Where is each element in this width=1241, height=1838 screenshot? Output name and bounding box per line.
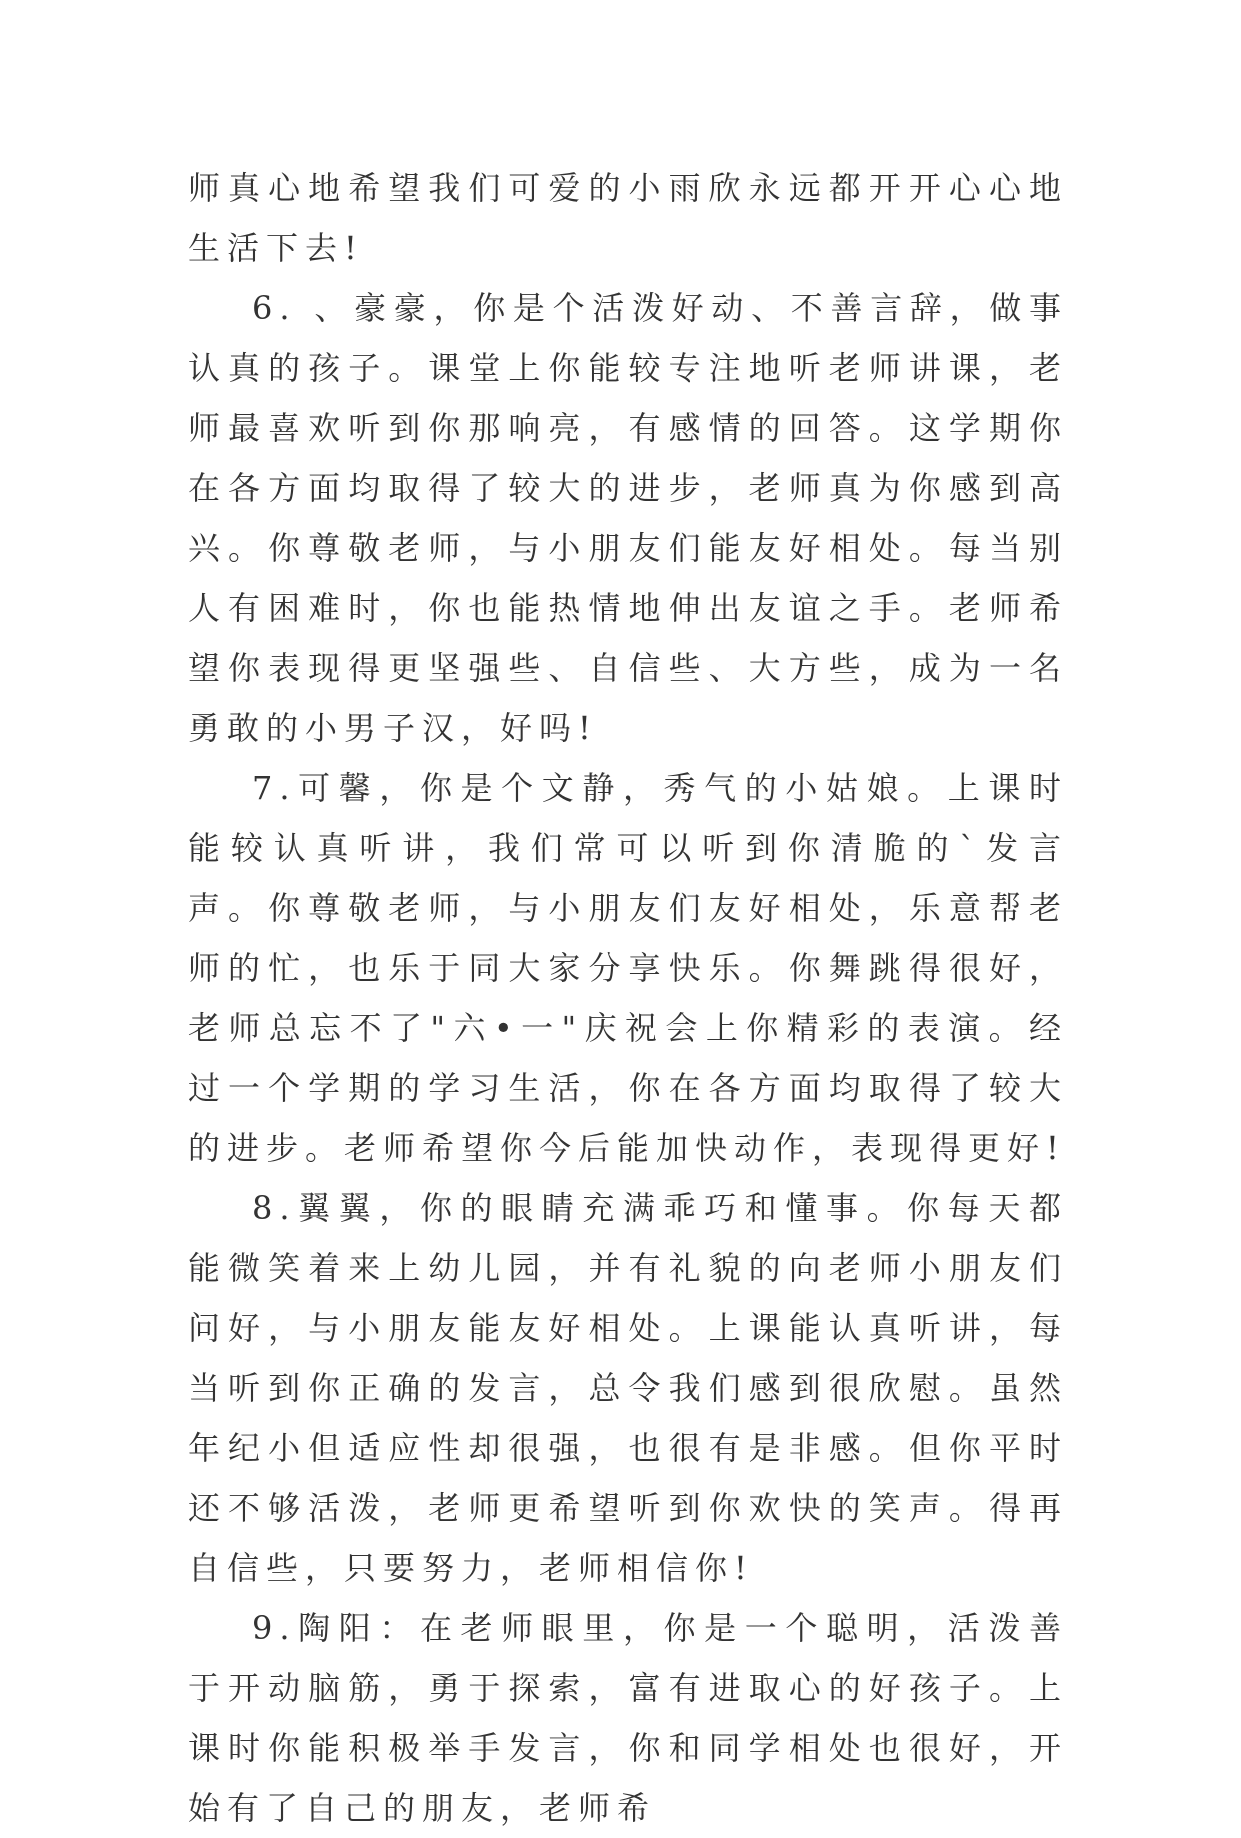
paragraph-7: 7.可馨，你是个文静，秀气的小姑娘。上课时能较认真听讲，我们常可以听到你清脆的`发言声。你尊敬老师，与小朋友们友好相处，乐意帮老师的忙，也乐于同大家分享快乐。你舞跳得很好，老师总忘不了"六•一"庆祝会上你精彩的表演。经过一个学期的学习生活，你在各方面均取得了较大的进步。老师希望你今后能加快动作，表现得更好! [188,769,1068,1167]
document-body [188,158,1068,1838]
paragraph-continued: 师真心地希望我们可爱的小雨欣永远都开开心心地生活下去! [188,169,1068,267]
paragraph-9: 9.陶阳：在老师眼里，你是一个聪明，活泼善于开动脑筋，勇于探索，富有进取心的好孩子。上课时你能积极举手发言，你和同学相处也很好，开始有了自己的朋友，老师希 [188,1609,1068,1827]
paragraph-6: 6. 、豪豪，你是个活泼好动、不善言辞，做事认真的孩子。课堂上你能较专注地听老师讲课，老师最喜欢听到你那响亮，有感情的回答。这学期你在各方面均取得了较大的进步，老师真为你感到高兴。你尊敬老师，与小朋友们能友好相处。每当别人有困难时，你也能热情地伸出友谊之手。老师希望你表现得更坚强些、自信些、大方些，成为一名勇敢的小男子汉，好吗! [188,289,1068,747]
paragraph-8: 8.翼翼，你的眼睛充满乖巧和懂事。你每天都能微笑着来上幼儿园，并有礼貌的向老师小朋友们问好，与小朋友能友好相处。上课能认真听讲，每当听到你正确的发言，总令我们感到很欣慰。虽然年纪小但适应性却很强，也很有是非感。但你平时还不够活泼，老师更希望听到你欢快的笑声。得再自信些，只要努力，老师相信你! [188,1189,1068,1587]
